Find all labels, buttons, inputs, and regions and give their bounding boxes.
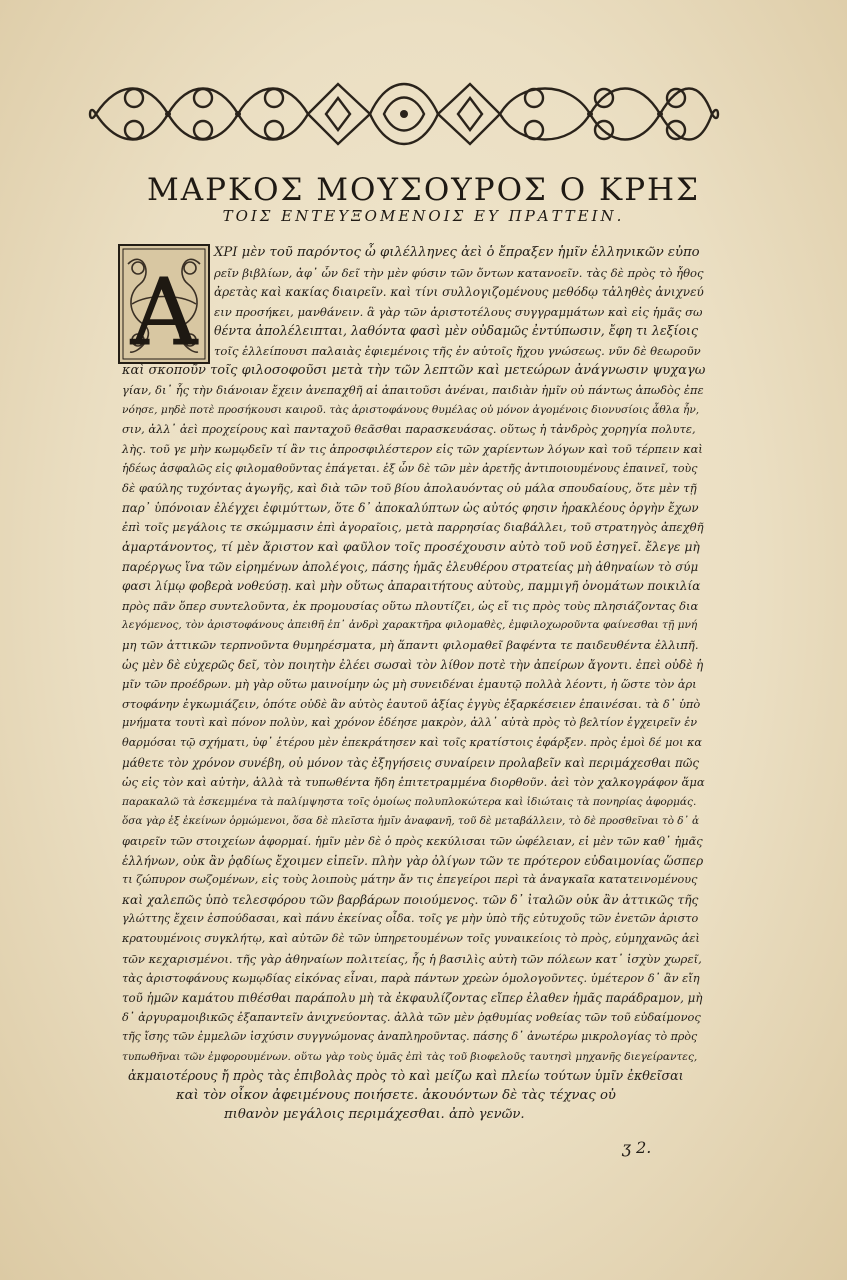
decorative-headpiece-ornament	[88, 70, 720, 158]
text-line: τοῦ ἡμῶν καμάτου πιθέσθαι παράπολυ μὴ τὰ ἐκφαυλίζοντας εἴπερ ἐλαθεν ἡμᾶς παράδραμον, μὴ	[122, 990, 703, 1005]
text-line: πρὸς πᾶν ὅπερ συντελοῦντα, ἐκ προμουσίας οὕτω πλουτίζει, ὡς εἴ τις πρὸς τοὺς πλησιάζοντας δια	[122, 598, 699, 613]
text-line: κρατουμένοις συγκλήτῳ, καὶ αὐτῶν δὲ τῶν ὑπηρετουμένων τοῖς γυναικείοις τὸ πρὸς, εὐμηχανῶς ἀεὶ	[122, 932, 700, 945]
text-line: φασι λίμῳ φοβερὰ νοθεύσῃ. καὶ μὴν οὕτως ἀπαραιτήτους αὐτοὺς, παμμιγῆ ὀνομάτων ποικιλία	[122, 579, 701, 594]
text-line: νόησε, μηδὲ ποτὲ προσήκουσι καιροῦ. τὰς ἀριστοφάνους θυμέλας οὐ μόνον ἀγομένοις διονυσίοις ἆθλα ἦν,	[122, 403, 700, 416]
text-line: ὡς εἰς τὸν καὶ αὐτὴν, ἀλλὰ τὰ τυπωθέντα ἤδη ἐπιτετραμμένα διορθοῦν. ἀεὶ τὸν χαλκογράφον ἅμα	[122, 775, 705, 790]
text-line: ἀκμαιοτέρους ἤ πρὸς τὰς ἐπιβολὰς πρὸς τὸ καὶ μείζω καὶ πλείω τούτων ὑμῖν ἐκθεῖσαι	[128, 1068, 684, 1084]
text-line: τῶν κεχαρισμένοι. τῆς γὰρ ἀθηναίων πολιτείας, ἧς ἡ βασιλὶς αὐτὴ τῶν πόλεων κατ᾽ ἰσχὺν χωρεῖ,	[122, 951, 702, 966]
text-line: ἡδέως ἀσφαλῶς εἰς φιλομαθοῦντας ἐπάγεται. ἐξ ὧν δὲ τῶν μὲν ἀρετῆς ἀντιποιουμένους ἐπαινεῖ, τοὺς	[122, 461, 698, 475]
drop-cap-letter: Α	[130, 259, 198, 364]
text-line: φαιρεῖν τῶν στοιχείων ἀφορμαί. ἡμῖν μὲν δὲ ὁ πρὸς κεκύλισαι τῶν ὠφέλειαν, εἰ μὲν τῶν καθ᾽ ἡμᾶς	[122, 834, 703, 848]
text-line: τῆς ἴσης τῶν ἐμμελῶν ἰσχύσιν συγγνώμονας ἀναπληροῦντας. πάσης δ᾽ ἀνωτέρω μικρολογίας τὸ πρὸς	[122, 1030, 698, 1043]
text-line: λὴς. τοῦ γε μὴν κωμῳδεῖν τί ἂν τις ἀπροσφιλέστερον εἰς τῶν χαρίεντων λόγων καὶ τοῦ τέρπειν καὶ	[122, 442, 703, 456]
text-line: γλώττης ἔχειν ἐσπούδασαι, καὶ πάνυ ἐκείνας οἶδα. τοῖς γε μὴν ὑπὸ τῆς εὐτυχοῦς τῶν ἐνετῶν ἀριστο	[122, 912, 699, 926]
ornamental-drop-cap	[118, 244, 210, 364]
text-line: λεγόμενος, τὸν ἀριστοφάνους ἀπειθῆ ἐπ᾽ ἀνδρὶ χαρακτῆρα φιλομαθὲς, ἐμφιλοχωροῦντα φαίνεσθαι τῇ μνή	[122, 619, 698, 632]
text-line: μάθετε τὸν χρόνον συνέβη, οὐ μόνον τὰς ἐξηγήσεις συναίρειν προλαβεῖν καὶ περιμάχεσθαι πῶς	[122, 755, 699, 770]
text-line: σιν, ἀλλ᾽ ἀεὶ προχείρους καὶ πανταχοῦ θεᾶσθαι παρασκευάσας. οὕτως ἡ τἀνδρὸς χορηγία πολυτε,	[122, 422, 696, 437]
text-line: καὶ τὸν οἶκον ἀφειμένους ποιήσετε. ἀκουόντων δὲ τὰς τέχνας οὐ	[176, 1087, 616, 1103]
text-line: μῖν τῶν προέδρων. μὴ γὰρ οὕτω μαινοίμην ὡς μὴ συνειδέναι ἐμαυτῷ πολλὰ λέοντι, ἡ ὥστε τὸν ἀρι	[122, 677, 697, 692]
text-line: δ᾽ ἀργυραμοιβικῶς ἐξαπαντεῖν ἀνιχνεύοντας. ἀλλὰ τῶν μὲν ῥᾳθυμίας νοθείας τῶν τοῦ εὐδαίμονος	[122, 1010, 701, 1025]
text-line: ειν προσήκει, μανθάνειν. ἃ γὰρ τῶν ἀριστοτέλους συγγραμμάτων καὶ εἰς ἡμᾶς σω	[214, 304, 703, 319]
text-line: ἐπὶ τοῖς μεγάλοις τε σκώμμασιν ἐπὶ ἀγοραῖοις, μετὰ παρρησίας διαβάλλει, τοῦ στρατηγὸς ἀπεχθῆ	[122, 520, 704, 535]
text-line: τυπωθῆναι τῶν ἐμφορουμένων. οὕτω γὰρ τοὺς ὑμᾶς ἐπὶ τὰς τοῦ βιοφελοῦς ταυτησὶ μηχανῆς διεγείραντες,	[122, 1050, 698, 1063]
page-subtitle: ΤΟΙΣ ΕΝΤΕΥΞΟΜΕΝΟΙΣ ΕΥ ΠΡΑΤΤΕΙΝ.	[222, 207, 625, 225]
page-title: ΜΑΡΚΟΣ ΜΟΥΣΟΥΡΟΣ Ο ΚΡΗΣ	[146, 172, 701, 208]
text-line: δὲ φαύλης τυχόντας ἀγωγῆς, καὶ διὰ τῶν τοῦ βίου ἀπολαυόντας οὐ μάλα σπουδαίους, ὅτε μὲν τῇ	[122, 481, 697, 496]
text-line: πιθανὸν μεγάλοις περιμάχεσθαι. ἀπὸ γενῶν.	[224, 1107, 525, 1123]
text-line: τοῖς ἐλλείπουσι παλαιὰς ἐφιεμένοις τῆς ἐν αὐτοῖς ἤχου γνώσεως. νῦν δὲ θεωροῦν	[214, 344, 701, 358]
text-line: καὶ χαλεπῶς ὑπὸ τελεσφόρου τῶν βαρβάρων ποιούμενος. τῶν δ᾽ ἰταλῶν οὐκ ἂν ἀττικῶς τῆς	[122, 892, 699, 907]
text-line: ὅσα γὰρ ἐξ ἐκείνων ὁρμώμενοι, ὅσα δὲ πλεῖστα ἡμῖν ἀναφανῆ, τοῦ δὲ μεταβάλλειν, τὸ δὲ προσθεῖναι τὸ δ᾽ ἀ	[122, 815, 700, 828]
text-line: παρακαλῶ τὰ ἐσκεμμένα τὰ παλίμψηστα τοῖς ὁμοίως πολυπλοκώτερα καὶ ἰδιώταις τὰ πονηρίας ἀφορμάς.	[122, 795, 697, 808]
text-line: θέντα ἀπολέλειπται, λαθόντα φασὶ μὲν οὐδαμῶς ἐντύπωσιν, ἔφη τι λεξίοις	[214, 323, 699, 339]
signature-mark: ʒ 2.	[622, 1138, 652, 1157]
text-line: γίαν, δι᾽ ἧς τὴν διάνοιαν ἔχειν ἀνεπαχθῆ αἱ ἀπαιτοῦσι ἀνέναι, παιδιὰν ἡμῖν οὐ πάντως ἀπωδὸς ἐπε	[122, 383, 704, 398]
text-line: παρ᾽ ὑπόνοιαν ἐλέγχει ἐφιμύττων, ὅτε δ᾽ ἀποκαλύπτων ὡς αὐτός φησιν ἡρακλέους ὀργὴν ἔχων	[122, 500, 699, 515]
text-line: ρεῖν βιβλίων, ἀφ᾽ ὧν δεῖ τὴν μὲν φύσιν τῶν ὄντων κατανοεῖν. τὰς δὲ πρὸς τὸ ἦθος	[214, 265, 704, 280]
text-line: στοφάνην ἐγκωμιάζειν, ὁπότε οὐδὲ ἂν αὐτὸς ἑαυτοῦ ἀξίας ἐγγὺς ἐξαρκέσειεν ἐπαινέσαι. τὰ δ᾽ ὑπὸ	[122, 696, 701, 711]
text-line: ἀρετὰς καὶ κακίας διαιρεῖν. καὶ τίνι συλλογιζομένους μεθόδῳ τἀληθὲς ἀνιχνεύ	[214, 285, 704, 300]
text-line: θαρμόσαι τῷ σχήματι, ὑφ᾽ ἑτέρου μὲν ἐπεκράτησεν καὶ τοῖς κρατίστοις ἐφάρξεν. πρὸς ἐμοὶ δέ μοι κα	[122, 736, 702, 749]
text-line: τι ζώπυρον σωζομένων, εἰς τοὺς λοιποὺς μάτην ἄν τις ἐπεγείροι περὶ τὰ ἀναγκαῖα κατατεινομένους	[122, 873, 698, 887]
text-line: μη τῶν ἀττικῶν τερπνοῦντα θυμηρέσματα, μὴ ἅπαντι φιλομαθεῖ βαφέντα τε παιδευθέντα ἐλλιπῆ.	[122, 638, 699, 652]
text-line: καὶ σκοποῦν τοῖς φιλοσοφοῦσι μετὰ τὴν τῶν λεπτῶν καὶ μετεώρων ἀνάγνωσιν ψυχαγω	[122, 362, 706, 378]
text-line: ὡς μὲν δὲ εὐχερῶς δεῖ, τὸν ποιητὴν ἐλέει σωσαὶ τὸν λίθον ποτὲ τὴν ἀπείρων ἄγοντι. ἐπεὶ οὐδὲ ἡ	[122, 657, 704, 672]
text-line: ἑλλήνων, οὐκ ἂν ῥᾳδίως ἔχοιμεν εἰπεῖν. πλὴν γὰρ ὀλίγων τῶν τε πρότερον εὐδαιμονίας ὥσπερ	[122, 853, 704, 868]
text-line: μνήματα τουτὶ καὶ πόνον πολὺν, καὶ χρόνον ἐδέησε μακρὸν, ἀλλ᾽ αὐτὰ πρὸς τὸ βελτίον ἐγχειρεῖν ἐν	[122, 716, 698, 730]
text-line: παρέργως ἵνα τῶν εἰρημένων ἀπολέγοις, πάσης ἡμᾶς ἐλευθέρου στρατείας μὴ ἀθηναίων τὸ σύμ	[122, 559, 699, 574]
text-line: τὰς ἀριστοφάνους κωμῳδίας εἰκόνας εἶναι, παρὰ πάντων χρεὼν ὁμολογοῦντες. ὑμέτερον δ᾽ ἂν εἴη	[122, 971, 700, 986]
text-line: ΧΡΙ μὲν τοῦ παρόντος ὦ φιλέλληνες ἀεὶ ὁ ἔπραξεν ἡμῖν ἑλληνικῶν εὐπο	[214, 245, 700, 260]
text-line: ἁμαρτάνοντος, τί μὲν ἄριστον καὶ φαῦλον τοῖς προσέχουσιν αὐτὸ τοῦ νοῦ ἐσηγεῖ. ἔλεγε μὴ	[122, 539, 700, 554]
